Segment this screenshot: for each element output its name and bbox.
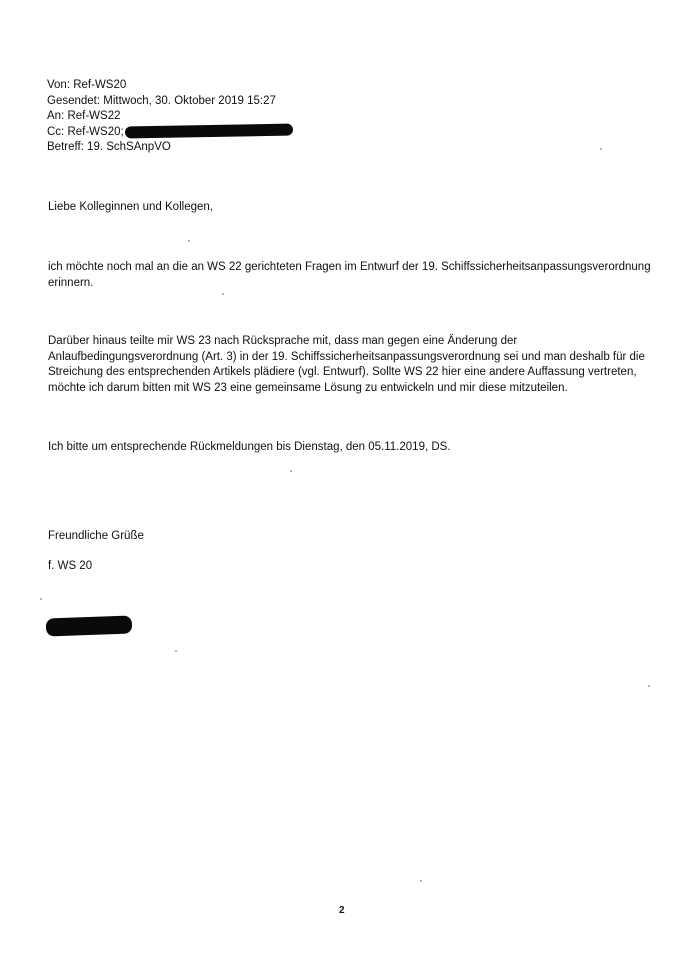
scan-speck [420,880,422,882]
scan-speck [40,598,42,600]
email-cc-line [47,125,293,141]
scan-speck [188,240,190,242]
signature-redaction-bar [46,616,133,637]
scan-speck [175,650,177,652]
scan-speck [222,293,224,295]
signature: f. WS 20 [48,560,93,572]
email-from: Von: Ref-WS20 [47,79,127,91]
body-paragraph-2: Darüber hinaus teilte mir WS 23 nach Rücksprache mit, dass man gegen eine Änderung der Anlaufbedingungsverordnung (Art. 3) in der 19. Schiffssicherheitsanpassungsverordnung sei und man deshalb für die Streichung des entsprechenden Artikels plädiere (vgl. Entwurf). Sollte WS 22 hier eine andere Auffassung vertreten, möchte ich darum bitten mit WS 23 eine gemeinsame Lösung zu entwickeln und mir diese mitzuteilen. [48,335,645,394]
scan-speck [648,685,650,687]
email-sent-date: Gesendet: Mittwoch, 30. Oktober 2019 15:27 [47,94,276,107]
email-header [47,78,293,156]
email-to: An: Ref-WS22 [47,110,121,122]
scan-speck [600,148,602,150]
body-paragraph-1: ich möchte noch mal an die an WS 22 gerichteten Fragen im Entwurf der 19. Schiffssicherheitsanpassungsverordnung erinnern. [48,261,651,289]
scan-speck [290,470,292,472]
body-paragraph-3: Ich bitte um entsprechende Rückmeldungen bis Dienstag, den 05.11.2019, DS. [48,441,451,453]
email-subject: Betreff: 19. SchSAnpVO [47,141,171,153]
cc-redaction-bar [125,124,293,139]
greeting: Liebe Kolleginnen und Kollegen, [48,201,213,213]
closing: Freundliche Grüße [48,530,144,542]
email-cc: Cc: Ref-WS20; [47,125,124,138]
page-number: 2 [339,905,345,916]
